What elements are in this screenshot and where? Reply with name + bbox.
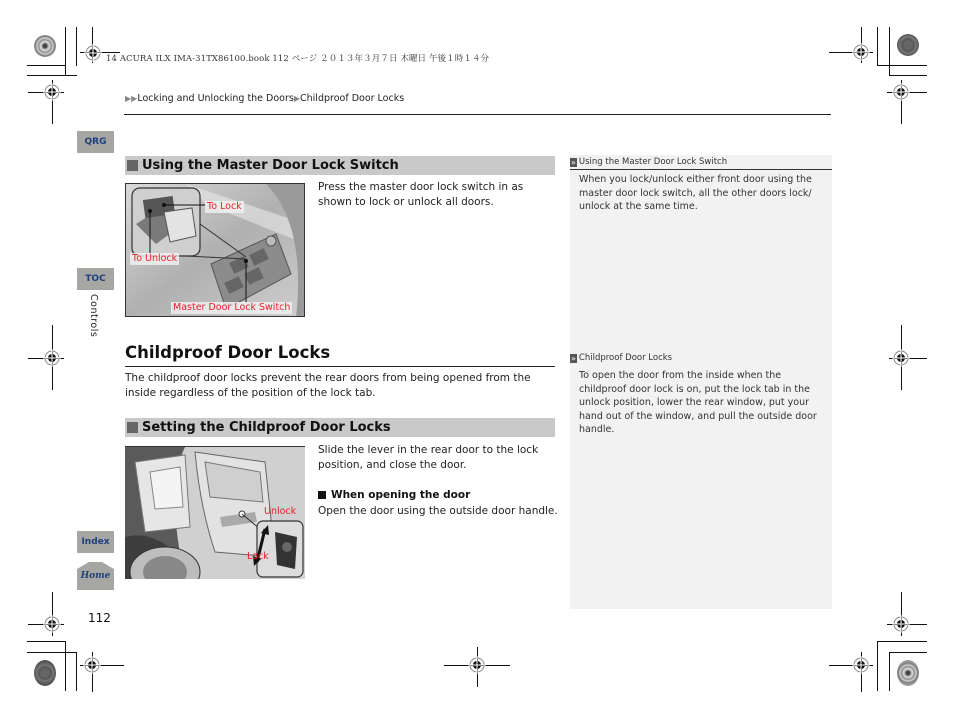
index-button[interactable]: Index [77, 531, 114, 553]
breadcrumb-arrow-icon: ▶ [293, 94, 301, 103]
registration-mark-icon [892, 615, 910, 633]
reference-arrow-icon: » [571, 353, 576, 363]
childproof-lock-image [125, 446, 305, 579]
breadcrumb-arrow-icon: ▶▶ [125, 94, 138, 103]
intro-paragraph: The childproof door locks prevent the rear doors from being opened from the inside regardless of the position of the lock tab. [125, 372, 531, 399]
note-text-master-lock: When you lock/unlock either front door using the master door lock switch, all the other doors lock/ unlock at the same time. [579, 174, 812, 212]
toc-button[interactable]: TOC [77, 268, 114, 290]
registration-mark-icon [852, 43, 870, 61]
callout-lock: Lock [247, 551, 269, 562]
registration-mark-icon [892, 83, 910, 101]
subheading-when-opening: When opening the door [318, 489, 470, 501]
section-tab-controls: Controls [88, 294, 99, 338]
registration-mark-icon [468, 656, 486, 674]
breadcrumb-current: Childproof Door Locks [300, 93, 405, 104]
color-rosette-icon [897, 660, 919, 686]
section-heading-setting-locks: Setting the Childproof Door Locks [125, 418, 555, 437]
registration-mark-icon [892, 349, 910, 367]
color-rosette-icon [34, 35, 56, 57]
callout-unlock: Unlock [264, 506, 297, 517]
master-lock-instructions: Press the master door lock switch in as shown to lock or unlock all doors. [318, 181, 524, 208]
print-header: 14 ACURA ILX IMA-31TX86100.book 112 ページ ２０１３年３月７日 木曜日 午後１時１４分 [106, 54, 490, 64]
header-divider [124, 114, 831, 115]
color-rosette-icon [897, 34, 919, 56]
section-heading-master-lock: Using the Master Door Lock Switch [125, 156, 555, 175]
registration-mark-icon [84, 44, 102, 62]
color-rosette-icon [34, 660, 56, 686]
breadcrumb [125, 93, 404, 104]
callout-to-unlock: To Unlock [132, 253, 178, 264]
title-divider [125, 366, 555, 367]
registration-mark-icon [83, 656, 101, 674]
reference-arrow-icon: » [571, 157, 576, 167]
callout-master-switch: Master Door Lock Switch [173, 302, 291, 313]
home-button[interactable] [77, 562, 114, 590]
qrg-button[interactable]: QRG [77, 131, 114, 153]
note-text-childproof: To open the door from the inside when the childproof door lock is on, put the lock tab in the unlock position, lower the rear window, put your hand out of the window, and pull the outside door handle. [579, 370, 817, 435]
registration-mark-icon [43, 349, 61, 367]
note-title-childproof[interactable]: » Childproof Door Locks [571, 353, 673, 363]
note-divider [570, 169, 832, 170]
home-label: Home [80, 571, 111, 581]
callout-to-lock: To Lock [207, 201, 242, 212]
page-number: 112 [88, 611, 111, 625]
note-title-master-lock[interactable]: » Using the Master Door Lock Switch [571, 157, 728, 167]
page-title: Childproof Door Locks [125, 343, 331, 362]
opening-door-instructions: Open the door using the outside door handle. [318, 505, 558, 517]
registration-mark-icon [43, 83, 61, 101]
master-lock-switch-image [125, 183, 305, 317]
registration-mark-icon [852, 656, 870, 674]
section-bullet-icon [127, 160, 138, 171]
subheading-bullet-icon [318, 491, 326, 499]
section-bullet-icon [127, 422, 138, 433]
setting-locks-instructions: Slide the lever in the rear door to the lock position, and close the door. [318, 444, 539, 471]
breadcrumb-parent-link[interactable]: Locking and Unlocking the Doors [137, 93, 294, 104]
registration-mark-icon [43, 615, 61, 633]
